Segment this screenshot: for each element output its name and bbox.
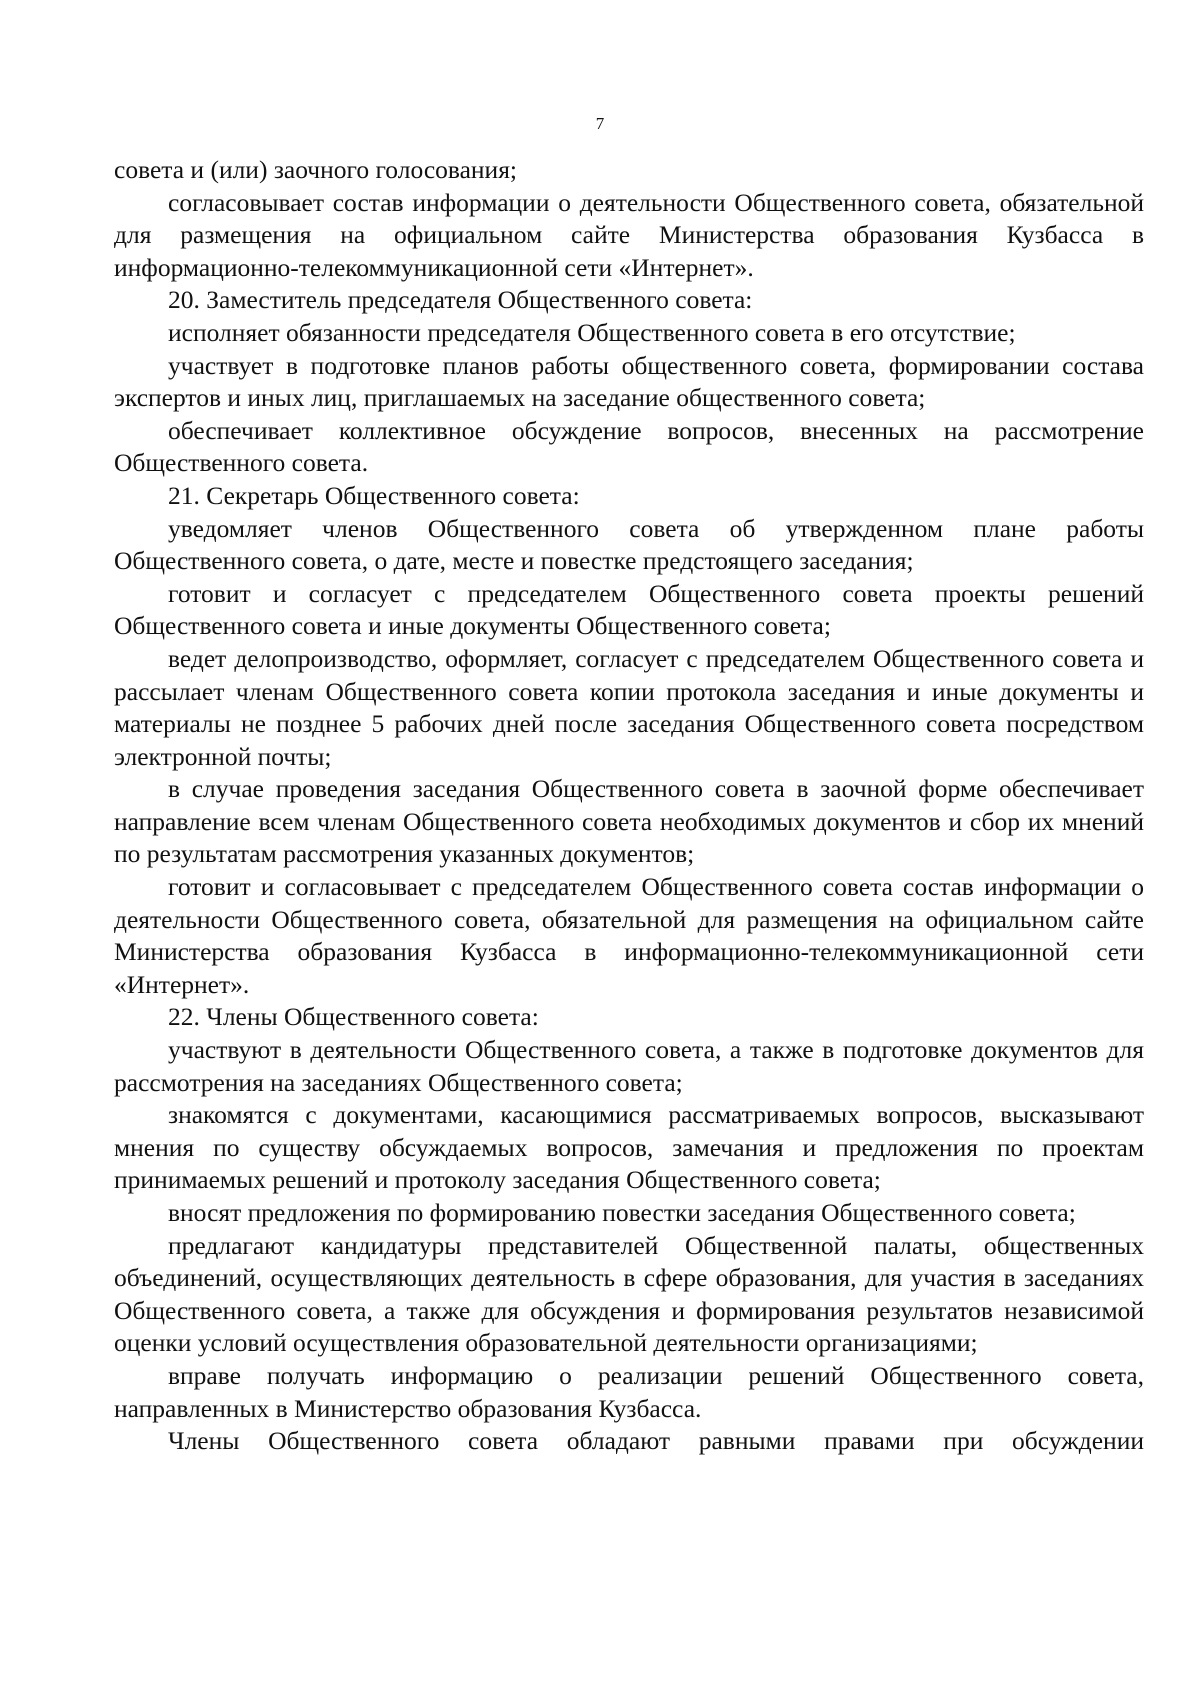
paragraph: ведет делопроизводство, оформляет, согласует с председателем Общественного совета и рассылает членам Общественного совета копии протокола заседания и иные документы и материалы не позднее 5 рабочих дней после заседания Общественного совета посредством электронной почты; — [114, 643, 1144, 771]
paragraph: готовит и согласовывает с председателем Общественного совета состав информации о деятельности Общественного совета, обязательной для размещения на официальном сайте Министерства образования Кузбасса в информационно-телекоммуникационной сети «Интернет». — [114, 872, 1144, 999]
paragraph-continuation: совета и (или) заочного голосования; — [114, 155, 518, 184]
paragraph: предлагают кандидатуры представителей Общественной палаты, общественных объединений, осуществляющих деятельность в сфере образования, для участия в заседаниях Общественного совета, а также для обсуждения и формирования результатов независимой оценки условий осуществления образовательной деятельности организациями; — [114, 1230, 1144, 1358]
section-heading-20: 20. Заместитель председателя Общественного совета: — [168, 285, 753, 315]
section-heading-22: 22. Члены Общественного совета: — [168, 1002, 539, 1032]
paragraph: участвуют в деятельности Общественного совета, а также в подготовке документов для рассмотрения на заседаниях Общественного совета; — [114, 1035, 1144, 1097]
paragraph: вправе получать информацию о реализации решений Общественного совета, направленных в Министерство образования Кузбасса. — [114, 1360, 1144, 1423]
section-heading-21: 21. Секретарь Общественного совета: — [168, 480, 580, 510]
paragraph: участвует в подготовке планов работы общественного совета, формировании состава экспертов и иных лиц, приглашаемых на заседание общественного совета; — [114, 350, 1144, 413]
paragraph: уведомляет членов Общественного совета об утвержденном плане работы Общественного совета, о дате, месте и повестке предстоящего заседания; — [114, 513, 1144, 576]
paragraph: в случае проведения заседания Общественного совета в заочной форме обеспечивает направление всем членам Общественного совета необходимых документов и сбор их мнений по результатам рассмотрения указанных документов; — [114, 774, 1144, 869]
document-body — [114, 154, 1144, 1458]
paragraph: обеспечивает коллективное обсуждение вопросов, внесенных на рассмотрение Общественного совета. — [114, 415, 1144, 478]
paragraph-continues: Члены Общественного совета обладают равными правами при обсуждении — [168, 1426, 1144, 1456]
paragraph: исполняет обязанности председателя Общественного совета в его отсутствие; — [168, 317, 1016, 347]
page-number: 7 — [595, 114, 605, 133]
paragraph: знакомятся с документами, касающимися рассматриваемых вопросов, высказывают мнения по существу обсуждаемых вопросов, замечания и предложения по проектам принимаемых решений и протоколу заседания Общественного совета; — [114, 1100, 1144, 1195]
paragraph: готовит и согласует с председателем Общественного совета проекты решений Общественного совета и иные документы Общественного совета; — [114, 578, 1144, 641]
paragraph: согласовывает состав информации о деятельности Общественного совета, обязательной для размещения на официальном сайте Министерства образования Кузбасса в информационно-телекоммуникационной сети «Интернет». — [114, 187, 1144, 282]
paragraph: вносят предложения по формированию повестки заседания Общественного совета; — [168, 1198, 1076, 1227]
